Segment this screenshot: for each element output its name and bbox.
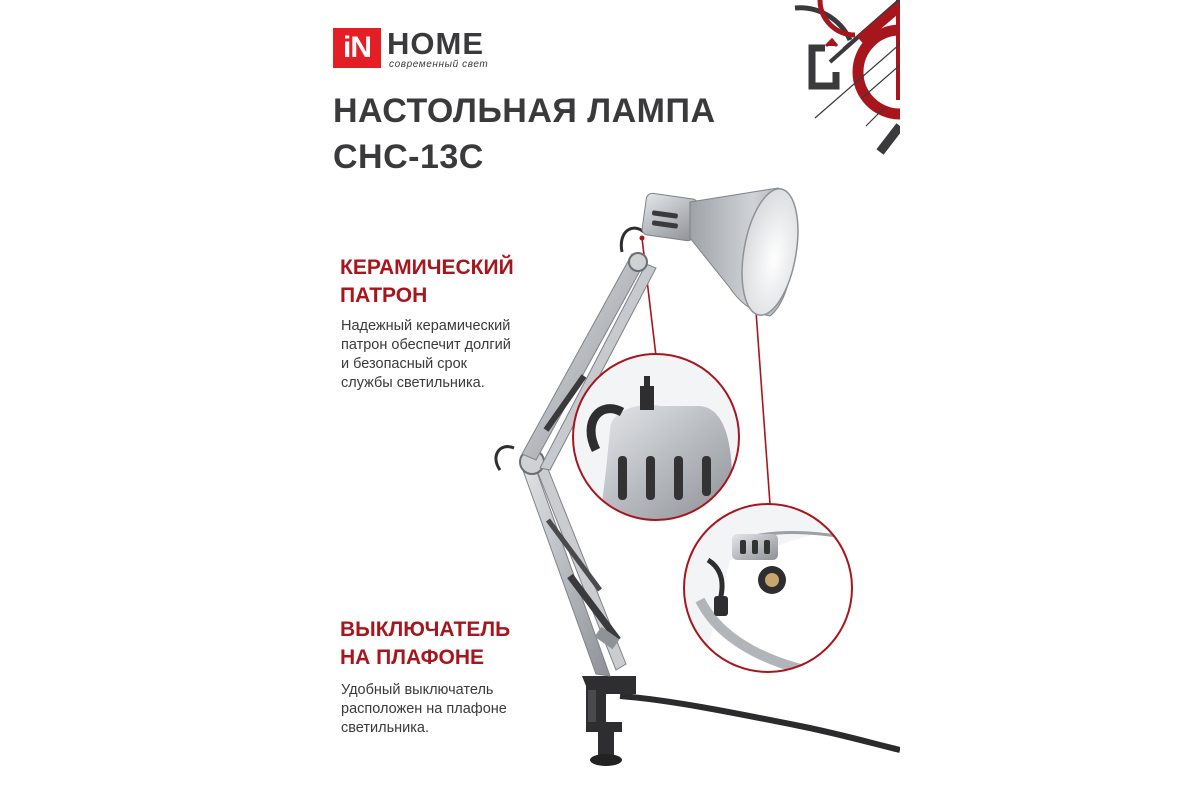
corner-decor (795, 0, 900, 152)
feature-title-line: НА ПЛАФОНЕ (340, 646, 485, 669)
feature-desc-line: Удобный выключатель (341, 682, 494, 698)
product-title-line1: НАСТОЛЬНАЯ ЛАМПА (333, 92, 716, 130)
feature-desc-shade-switch (341, 681, 551, 738)
logo-in-mark: iN (333, 28, 381, 68)
feature-desc-line: службы светильника. (341, 375, 485, 391)
feature-desc-line: светильника. (341, 720, 429, 736)
product-title (333, 88, 773, 180)
feature-title-line: ПАТРОН (340, 284, 428, 307)
feature-desc-line: Надежный керамический (341, 318, 511, 334)
logo-home-text: HOME (387, 26, 484, 61)
feature-title-shade-switch (340, 616, 570, 672)
feature-desc-line: патрон обеспечит долгий (341, 337, 511, 353)
feature-title-ceramic-socket (340, 254, 570, 310)
feature-desc-line: расположен на плафоне (341, 701, 507, 717)
product-title-line2: СНС-13С (333, 138, 484, 176)
feature-title-line: КЕРАМИЧЕСКИЙ (340, 256, 514, 279)
feature-title-line: ВЫКЛЮЧАТЕЛЬ (340, 618, 511, 641)
logo-tagline: современный свет (389, 59, 489, 70)
feature-desc-ceramic-socket (341, 317, 551, 393)
product-card (300, 0, 900, 800)
feature-desc-line: и безопасный срок (341, 356, 468, 372)
